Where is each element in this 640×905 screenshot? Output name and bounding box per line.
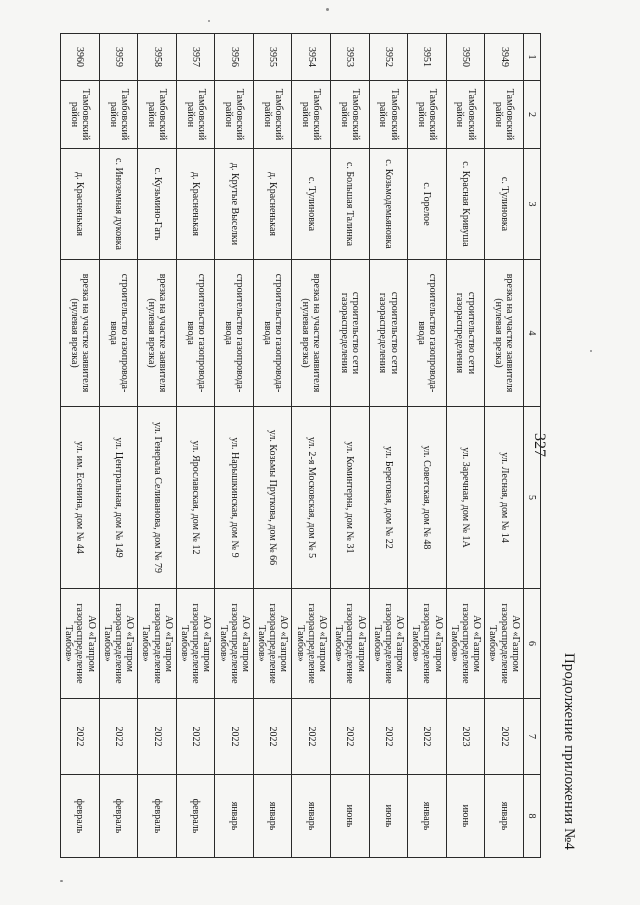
work-type-cell: врезка на участке заявителя (нулевая врезка) [138,260,177,407]
scan-speck [326,8,329,11]
district-cell: Тамбовский район [408,81,447,149]
month-cell: январь [408,775,447,858]
address-cell: ул. Генерала Селиванова, дом № 79 [138,407,177,589]
column-number: 6 [523,589,540,699]
table-row [485,34,524,858]
scan-speck [208,20,210,22]
work-type-cell: врезка на участке заявителя (нулевая врезка) [61,260,100,407]
rotated-document [48,30,578,860]
address-cell: ул. Береговая, дом № 22 [369,407,408,589]
month-cell: январь [292,775,331,858]
month-cell: февраль [176,775,215,858]
year-cell: 2022 [292,699,331,775]
settlement-cell: с. Большая Талинка [331,149,370,260]
executor-cell: АО «Газпром газораспределение Тамбов» [408,589,447,699]
month-cell: февраль [99,775,138,858]
row-number-cell: 3956 [215,34,254,81]
address-cell: ул. Заречная, дом № 1А [446,407,485,589]
address-cell: ул. Коминтерна, дом № 31 [331,407,370,589]
row-number-cell: 3958 [138,34,177,81]
settlement-cell: с. Горелое [408,149,447,260]
district-cell: Тамбовский район [446,81,485,149]
column-number: 5 [523,407,540,589]
month-cell: январь [253,775,292,858]
executor-cell: АО «Газпром газораспределение Тамбов» [99,589,138,699]
executor-cell: АО «Газпром газораспределение Тамбов» [369,589,408,699]
month-cell: февраль [61,775,100,858]
appendix-title: Продолжение приложения №4 [561,652,577,850]
district-cell: Тамбовский район [331,81,370,149]
executor-cell: АО «Газпром газораспределение Тамбов» [331,589,370,699]
executor-cell: АО «Газпром газораспределение Тамбов» [215,589,254,699]
district-cell: Тамбовский район [176,81,215,149]
work-type-cell: строительство газопровода-ввода [408,260,447,407]
year-cell: 2022 [485,699,524,775]
row-number-cell: 3960 [61,34,100,81]
work-type-cell: врезка на участке заявителя (нулевая врезка) [292,260,331,407]
column-number: 2 [523,81,540,149]
register-table [60,33,541,858]
year-cell: 2022 [61,699,100,775]
month-cell: июнь [369,775,408,858]
address-cell: ул. им. Есенина, дом № 44 [61,407,100,589]
district-cell: Тамбовский район [253,81,292,149]
district-cell: Тамбовский район [369,81,408,149]
district-cell: Тамбовский район [215,81,254,149]
table-row [61,34,100,858]
settlement-cell: с. Кузьмино-Гать [138,149,177,260]
column-number: 4 [523,260,540,407]
row-number-cell: 3955 [253,34,292,81]
settlement-cell: с. Иноземная дуковка [99,149,138,260]
settlement-cell: с. Тулиновка [292,149,331,260]
address-cell: ул. Нарышкинская, дом № 9 [215,407,254,589]
table-row [331,34,370,858]
district-cell: Тамбовский район [61,81,100,149]
year-cell: 2022 [99,699,138,775]
settlement-cell: д. Крутые Выселки [215,149,254,260]
work-type-cell: строительство газопровода-ввода [215,260,254,407]
year-cell: 2022 [176,699,215,775]
executor-cell: АО «Газпром газораспределение Тамбов» [253,589,292,699]
table-row [253,34,292,858]
work-type-cell: строительство газопровода-ввода [99,260,138,407]
address-cell: ул. 2-я Московская, дом № 5 [292,407,331,589]
work-type-cell: строительство газопровода-ввода [176,260,215,407]
executor-cell: АО «Газпром газораспределение Тамбов» [138,589,177,699]
work-type-cell: строительство сети газораспределения [369,260,408,407]
work-type-cell: строительство сети газораспределения [446,260,485,407]
address-cell: ул. Центральная, дом № 149 [99,407,138,589]
table-row [215,34,254,858]
work-type-cell: врезка на участке заявителя (нулевая врезка) [485,260,524,407]
row-number-cell: 3950 [446,34,485,81]
column-number: 1 [523,34,540,81]
row-number-cell: 3954 [292,34,331,81]
row-number-cell: 3949 [485,34,524,81]
address-cell: ул. Козьмы Пруткова, дом № 66 [253,407,292,589]
table-row [369,34,408,858]
column-number: 3 [523,149,540,260]
settlement-cell: с. Козьмодемьяновка [369,149,408,260]
settlement-cell: д. Красненькая [253,149,292,260]
year-cell: 2022 [138,699,177,775]
district-cell: Тамбовский район [485,81,524,149]
work-type-cell: строительство газопровода-ввода [253,260,292,407]
row-number-cell: 3957 [176,34,215,81]
page-number: 327 [531,433,548,457]
month-cell: июнь [446,775,485,858]
settlement-cell: д. Красненькая [61,149,100,260]
year-cell: 2022 [369,699,408,775]
executor-cell: АО «Газпром газораспределение Тамбов» [292,589,331,699]
table-row [138,34,177,858]
scan-speck [60,880,63,882]
table-row [446,34,485,858]
executor-cell: АО «Газпром газораспределение Тамбов» [485,589,524,699]
address-cell: ул. Ярославская, дом № 12 [176,407,215,589]
row-number-cell: 3951 [408,34,447,81]
executor-cell: АО «Газпром газораспределение Тамбов» [446,589,485,699]
year-cell: 2022 [331,699,370,775]
address-cell: ул. Советская, дом № 48 [408,407,447,589]
district-cell: Тамбовский район [99,81,138,149]
settlement-cell: с. Тулиновка [485,149,524,260]
table-row [292,34,331,858]
year-cell: 2023 [446,699,485,775]
row-number-cell: 3952 [369,34,408,81]
district-cell: Тамбовский район [292,81,331,149]
scan-speck [590,350,592,352]
settlement-cell: с. Красная Кривуша [446,149,485,260]
settlement-cell: д. Красненькая [176,149,215,260]
month-cell: февраль [138,775,177,858]
row-number-cell: 3953 [331,34,370,81]
executor-cell: АО «Газпром газораспределение Тамбов» [176,589,215,699]
executor-cell: АО «Газпром газораспределение Тамбов» [61,589,100,699]
table-row [99,34,138,858]
month-cell: январь [485,775,524,858]
table-row [408,34,447,858]
row-number-cell: 3959 [99,34,138,81]
month-cell: июнь [331,775,370,858]
column-number-row [523,34,540,858]
year-cell: 2022 [253,699,292,775]
column-number: 8 [523,775,540,858]
district-cell: Тамбовский район [138,81,177,149]
month-cell: январь [215,775,254,858]
column-number: 7 [523,699,540,775]
table-row [176,34,215,858]
year-cell: 2022 [408,699,447,775]
address-cell: ул. Лесная, дом № 14 [485,407,524,589]
year-cell: 2022 [215,699,254,775]
work-type-cell: строительство сети газораспределения [331,260,370,407]
